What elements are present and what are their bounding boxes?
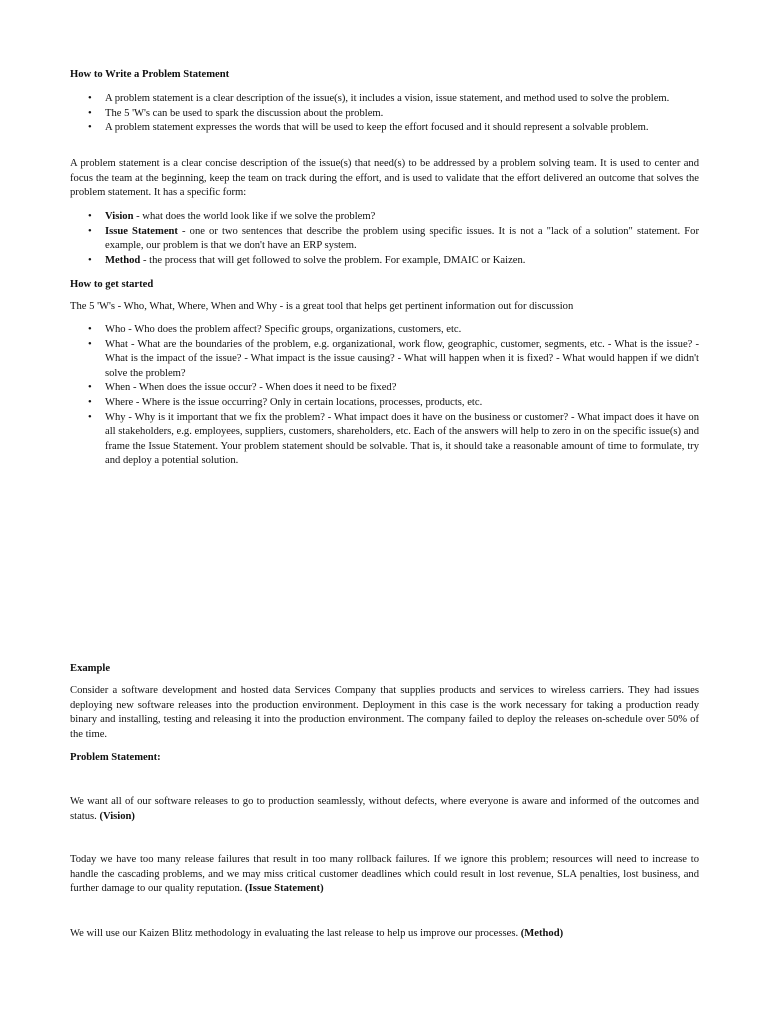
list-item: [70, 210, 699, 225]
list-item: • When - When does the issue occur? - When does it need to be fixed?: [70, 381, 699, 396]
method-tag: (Method): [520, 928, 564, 939]
term-vision: Vision: [105, 211, 134, 222]
list-item: • Where - Where is the issue occurring? Only in certain locations, processes, products, etc.: [70, 396, 699, 411]
problem-statement-paragraph: A problem statement is a clear concise description of the issue(s) that need(s) to be addressed by a problem solving team. It is used to center and focus the team at the beginning, keep the team on track during the effort, and is used to validate that the effort delivered an outcome that solves the problem statement. It has a specific form:: [70, 158, 699, 199]
term-method: Method: [105, 254, 141, 266]
problem-statement-heading: Problem Statement:: [70, 752, 161, 763]
method-text: We will use our Kaizen Blitz methodology in evaluating the last release to help us improve our processes.: [70, 928, 521, 939]
list-item: [70, 254, 699, 269]
five-ws-intro: The 5 'W's - Who, What, Where, When and Why - is a great tool that helps get pertinent information out for discussion: [70, 301, 574, 312]
vision-tag: (Vision): [99, 810, 135, 822]
issue-text: Today we have too many release failures that result in too many rollback failures. If we ignore this problem; resources will need to increase to handle the cascading problems, and we may miss critical customer deadlines which could result in lost revenue, SLA penalties, lost business, and further damage to our quality reputation.: [70, 854, 699, 895]
term-description: - one or two sentences that describe the problem using specific issues. It is not a "lack of a solution" statement. For example, our problem is that we don't have an ERP system.: [105, 225, 699, 252]
list-item: • What - What are the boundaries of the problem, e.g. organizational, work flow, geographic, customer, segments, etc. - What is the issue? - What is the impact of the issue? - What impact is the issue causing? - What will happen when it is fixed? - What would happen if we didn't solve the problem?: [70, 338, 699, 382]
issue-tag: (Issue Statement): [245, 883, 324, 895]
specific-form-list: [70, 210, 699, 268]
list-item: • Who - Who does the problem affect? Specific groups, organizations, customers, etc.: [70, 323, 699, 338]
problem-statement-bullet-list: [70, 92, 699, 136]
list-item: • A problem statement expresses the words that will be used to keep the effort focused and it should represent a solvable problem.: [70, 121, 699, 136]
vision-text: We want all of our software releases to go to production seamlessly, without defects, where everyone is aware and informed of the outcomes and status.: [70, 796, 699, 822]
list-item: • The 5 'W's can be used to spark the discussion about the problem.: [70, 107, 699, 122]
issue-statement: [70, 853, 699, 897]
list-item: [70, 225, 699, 254]
term-issue-statement: Issue Statement: [105, 225, 178, 237]
method-statement: [70, 927, 699, 942]
list-item: • A problem statement is a clear description of the issue(s), it includes a vision, issue statement, and method used to solve the problem.: [70, 92, 699, 107]
vision-statement: [70, 795, 699, 824]
term-description: - the process that will get followed to solve the problem. For example, DMAIC or Kaizen.: [140, 254, 526, 266]
section-heading-how-to-write: How to Write a Problem Statement: [70, 69, 230, 80]
five-ws-list: [70, 323, 699, 469]
section-heading-how-to-get-started: How to get started: [70, 279, 154, 290]
example-paragraph: Consider a software development and hosted data Services Company that supplies products and services to wireless carriers. They had issues deploying new software releases into the production environment. Deployment in this case is the work necessary for taking a production ready binary and installing, testing and releasing it into the production environment. The company failed to deploy the releases on-schedule over 50% of the time.: [70, 685, 699, 740]
term-description: - what does the world look like if we solve the problem?: [133, 211, 376, 222]
list-item: • Why - Why is it important that we fix the problem? - What impact does it have on the business or customer? - What impact does it have on all stakeholders, e.g. employees, suppliers, customers, shareholders, etc. Each of the answers will help to zero in on the specific issue(s) and frame the Issue Statement. Your problem statement should be solvable. That is, it should take a reasonable amount of time to formulate, try and deploy a potential solution.: [70, 411, 699, 469]
section-heading-example: Example: [70, 663, 111, 674]
